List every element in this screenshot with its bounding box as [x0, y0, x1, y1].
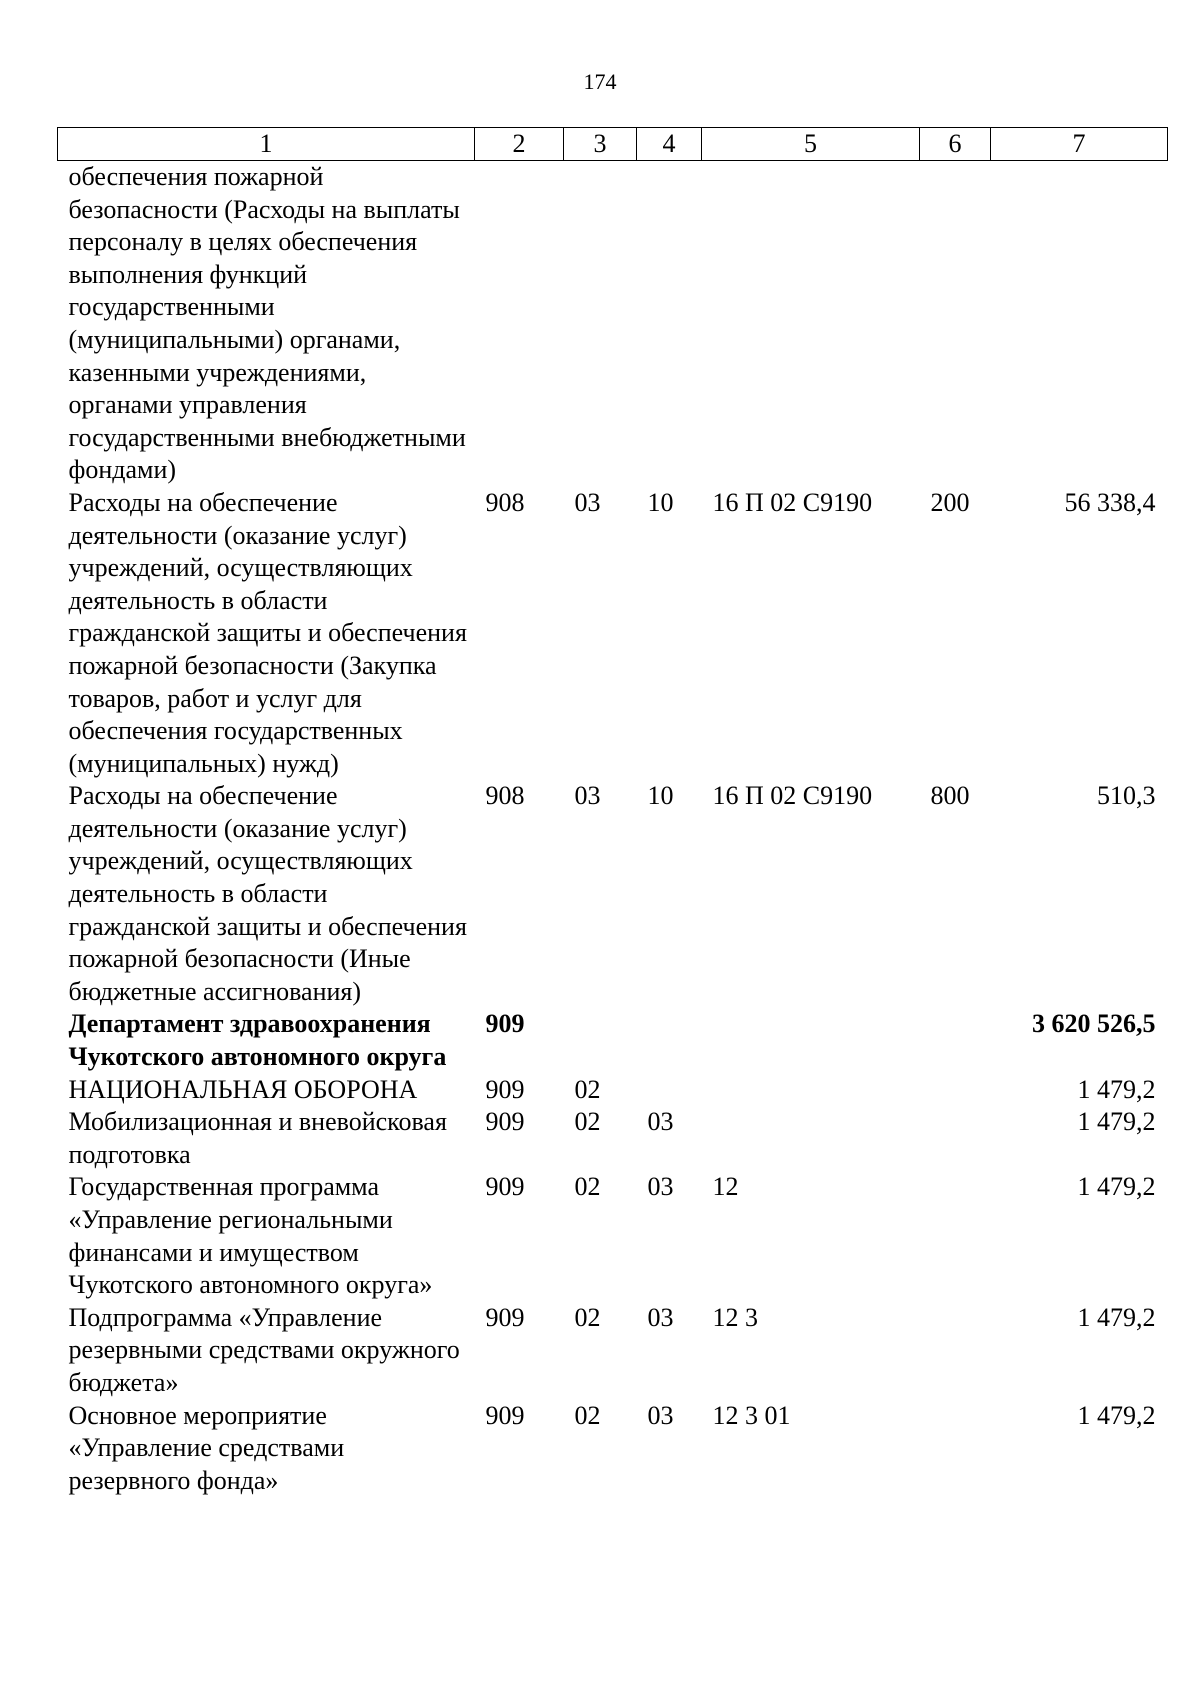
row-subsection-cell: 10: [647, 487, 674, 517]
table-row: [58, 1302, 1168, 1400]
row-subsection-cell: 03: [647, 1400, 674, 1430]
row-ministry-cell: [475, 161, 564, 487]
row-amount-cell: 56 338,4: [1064, 487, 1156, 517]
table-row: [58, 1106, 1168, 1171]
row-target-item-cell: [702, 1008, 920, 1073]
row-amount-cell: 1 479,2: [1077, 1302, 1156, 1332]
row-target-item-cell: [702, 1074, 920, 1107]
row-amount-cell: 510,3: [1097, 781, 1156, 811]
table-row: [58, 1074, 1168, 1107]
row-name-cell: Расходы на обеспечение деятельности (оказание услуг) учреждений, осуществляющих деятельность в области гражданской защиты и обеспечения пожарной безопасности (Иные бюджетные ассигнования): [68, 781, 467, 1006]
table-row: [58, 780, 1168, 1008]
row-target-item-cell: [702, 1106, 920, 1171]
row-name-cell: Мобилизационная и вневойсковая подготовка: [68, 1107, 447, 1169]
column-header-6: 6: [920, 128, 991, 161]
column-header-7: 7: [991, 128, 1168, 161]
row-expense-type-cell: 800: [930, 781, 970, 811]
column-header-2: 2: [475, 128, 564, 161]
table-row: [58, 1008, 1168, 1073]
row-expense-type-cell: [920, 1302, 991, 1400]
row-section-cell: 03: [574, 487, 601, 517]
row-ministry-cell: 909: [485, 1172, 525, 1202]
row-section-cell: 02: [574, 1172, 601, 1202]
table-row: [58, 1171, 1168, 1301]
row-ministry-cell: 909: [485, 1009, 525, 1039]
row-name-cell: Расходы на обеспечение деятельности (оказание услуг) учреждений, осуществляющих деятельность в области гражданской защиты и обеспечения пожарной безопасности (Закупка товаров, работ и услуг для обеспечения государственных (муниципальных) нужд): [68, 487, 467, 778]
row-section-cell: 03: [574, 781, 601, 811]
row-expense-type-cell: [920, 161, 991, 487]
budget-table: [57, 127, 1168, 1497]
row-ministry-cell: 909: [485, 1074, 525, 1104]
row-target-item-cell: 16 П 02 С9190: [712, 781, 873, 811]
row-target-item-cell: 12 3 01: [712, 1400, 791, 1430]
row-subsection-cell: 03: [647, 1172, 674, 1202]
row-expense-type-cell: [920, 1171, 991, 1301]
column-header-4: 4: [637, 128, 702, 161]
row-subsection-cell: 03: [647, 1107, 674, 1137]
row-amount-cell: 1 479,2: [1077, 1172, 1156, 1202]
table-row: [58, 487, 1168, 780]
row-name-cell: Подпрограмма «Управление резервными средствами окружного бюджета»: [68, 1302, 460, 1397]
table-header-row: [58, 128, 1168, 161]
row-name-cell: НАЦИОНАЛЬНАЯ ОБОРОНА: [68, 1074, 418, 1104]
row-amount-cell: 1 479,2: [1077, 1107, 1156, 1137]
table-row: [58, 1400, 1168, 1498]
row-section-cell: 02: [574, 1074, 601, 1104]
row-ministry-cell: 908: [485, 487, 525, 517]
row-expense-type-cell: [920, 1400, 991, 1498]
row-ministry-cell: 909: [485, 1107, 525, 1137]
row-amount-cell: 1 479,2: [1077, 1074, 1156, 1104]
row-ministry-cell: 909: [485, 1400, 525, 1430]
row-subsection-cell: [637, 161, 702, 487]
row-section-cell: 02: [574, 1302, 601, 1332]
row-target-item-cell: 12: [712, 1172, 739, 1202]
row-subsection-cell: [637, 1074, 702, 1107]
table-row: [58, 161, 1168, 487]
table-body: [58, 161, 1168, 1498]
row-section-cell: [564, 161, 637, 487]
column-header-1: 1: [58, 128, 475, 161]
row-section-cell: [564, 1008, 637, 1073]
row-amount-cell: [991, 161, 1168, 487]
row-name-cell: Государственная программа «Управление региональными финансами и имуществом Чукотского автономного округа»: [68, 1172, 433, 1300]
row-name-cell: Основное мероприятие «Управление средствами резервного фонда»: [68, 1400, 345, 1495]
row-subsection-cell: 03: [647, 1302, 674, 1332]
row-ministry-cell: 909: [485, 1302, 525, 1332]
row-target-item-cell: 12 3: [712, 1302, 758, 1332]
row-name-cell: Департамент здравоохранения Чукотского автономного округа: [68, 1009, 447, 1072]
row-target-item-cell: 16 П 02 С9190: [712, 487, 873, 517]
column-header-5: 5: [702, 128, 920, 161]
row-expense-type-cell: [920, 1074, 991, 1107]
row-amount-cell: 1 479,2: [1077, 1400, 1156, 1430]
row-expense-type-cell: [920, 1008, 991, 1073]
row-section-cell: 02: [574, 1400, 601, 1430]
row-section-cell: 02: [574, 1107, 601, 1137]
row-amount-cell: 3 620 526,5: [1032, 1009, 1156, 1039]
row-name-cell: обеспечения пожарной безопасности (Расходы на выплаты персоналу в целях обеспечения выполнения функций государственными (муниципальными) органами, казенными учреждениями, органами управления государственными внебюджетными фондами): [68, 162, 466, 485]
row-expense-type-cell: 200: [930, 487, 970, 517]
column-header-3: 3: [564, 128, 637, 161]
row-ministry-cell: 908: [485, 781, 525, 811]
row-subsection-cell: [637, 1008, 702, 1073]
row-expense-type-cell: [920, 1106, 991, 1171]
row-subsection-cell: 10: [647, 781, 674, 811]
page-number: 174: [583, 69, 617, 94]
row-target-item-cell: [702, 161, 920, 487]
